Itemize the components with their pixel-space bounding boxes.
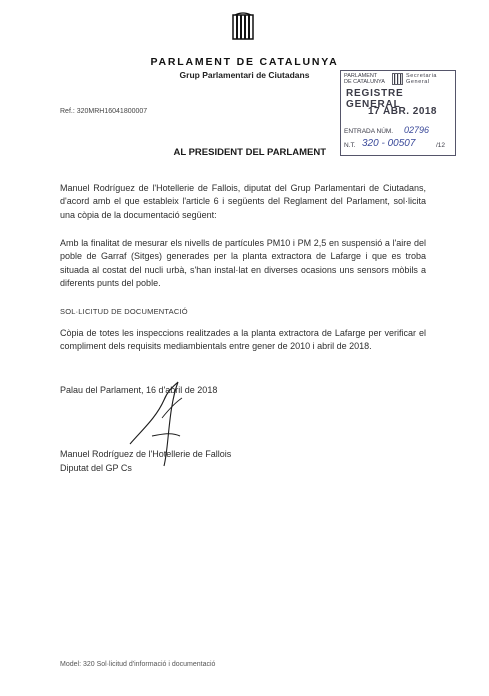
registry-stamp <box>340 70 456 156</box>
section-title: SOL·LICITUD DE DOCUMENTACIÓ <box>60 307 188 316</box>
stamp-entry-label: ENTRADA NÚM. <box>344 128 394 135</box>
stamp-institution <box>344 73 385 85</box>
stamp-entry-number: 02796 <box>404 125 430 135</box>
stamp-nt-suffix: /12 <box>436 142 446 149</box>
signer-name: Manuel Rodríguez de l'Hotellerie de Fallois <box>60 449 232 459</box>
request-paragraph: Còpia de totes les inspeccions realitzades a la planta extractora de Lafarge per verificar el compliment dels requisits mediambientals entre gener de 2010 i abril de 2018. <box>60 328 426 352</box>
stamp-date: 17 ABR. 2018 <box>368 106 437 117</box>
stamp-institution-line1: PARLAMENT <box>344 73 378 79</box>
catalan-parliament-shield-icon <box>232 12 254 42</box>
signer-role: Diputat del GP Cs <box>60 463 132 473</box>
stamp-department-line2: General <box>406 79 430 85</box>
stamp-title: REGISTRE GENERAL <box>346 88 404 110</box>
stamp-department <box>406 73 437 85</box>
place-date: Palau del Parlament, 16 d'abril de 2018 <box>60 385 218 395</box>
reference-number: Ref.: 320MRH16041800007 <box>60 108 148 115</box>
context-paragraph: Amb la finalitat de mesurar els nivells de partícules PM10 i PM 2,5 en suspensió a l'aire del poble de Garraf (Sitges) generades per la planta extractora de Lafarge i que es troba situada al costat del nucli urbà, s'han instal·lat en diverses ocasions uns sensors mòbils a diferents punts del poble. <box>60 238 426 288</box>
stamp-department-line1: Secretaria <box>406 73 438 79</box>
institution-name: PARLAMENT DE CATALUNYA <box>150 56 339 68</box>
addressee: AL PRESIDENT DEL PARLAMENT <box>173 147 326 158</box>
form-model-footer: Model: 320 Sol·licitud d'informació i documentació <box>60 661 216 668</box>
parliamentary-group: Grup Parlamentari de Ciutadans <box>179 70 310 80</box>
intro-paragraph: Manuel Rodríguez de l'Hotellerie de Fallois, diputat del Grup Parlamentari de Ciutadans, d'acord amb el que estableix l'article 6 i següents del Reglament del Parlament, sol·licita una còpia de la documentació següent: <box>60 183 426 220</box>
stamp-nt-label: N.T. <box>344 142 356 149</box>
stamp-institution-line2: DE CATALUNYA <box>344 79 385 85</box>
stamp-shield-icon <box>392 73 403 85</box>
stamp-nt-number: 320 - 00507 <box>362 138 416 149</box>
